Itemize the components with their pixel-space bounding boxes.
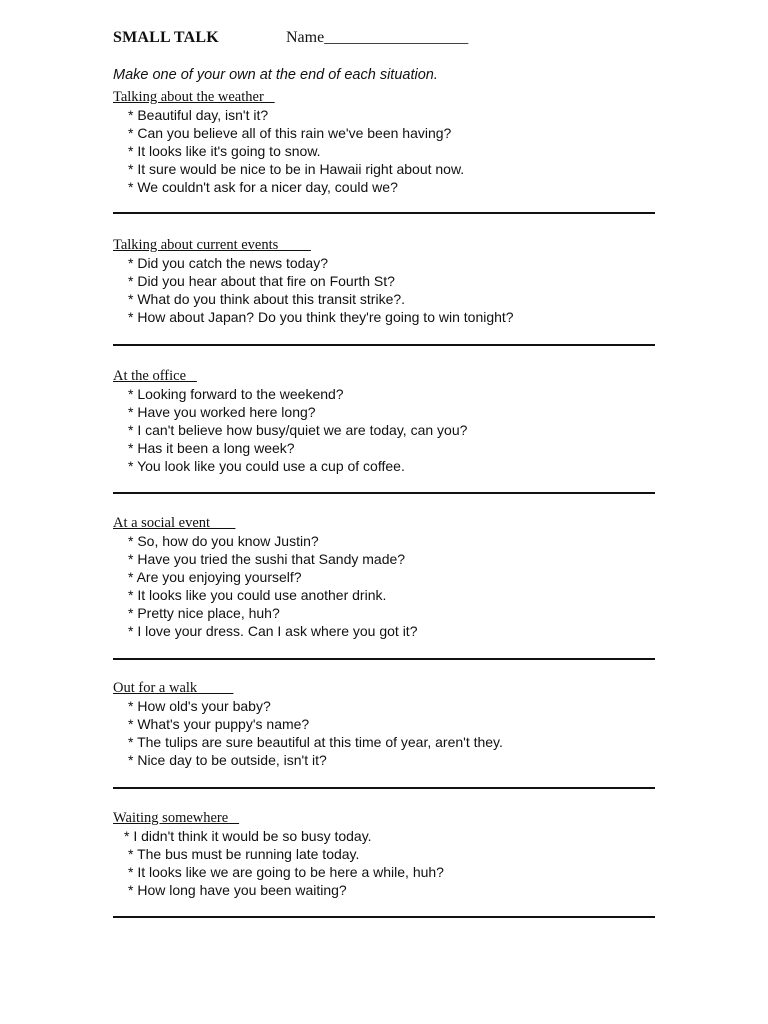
list-item: * How old's your baby? — [128, 698, 271, 714]
list-item: * Have you worked here long? — [128, 404, 316, 420]
list-item: * How about Japan? Do you think they're going to win tonight? — [128, 309, 514, 325]
section-current-events — [113, 236, 658, 326]
list-item: * It looks like you could use another drink. — [128, 587, 387, 603]
name-field-label: Name__________________ — [286, 29, 469, 46]
list-item: * Nice day to be outside, isn't it? — [128, 752, 327, 768]
list-item: * Did you catch the news today? — [128, 255, 329, 271]
section-office — [113, 367, 658, 475]
list-item: * Did you hear about that fire on Fourth St? — [128, 273, 395, 289]
list-item: * Beautiful day, isn't it? — [128, 107, 269, 123]
list-item: * What's your puppy's name? — [128, 716, 310, 732]
list-item: * It looks like it's going to snow. — [128, 143, 321, 159]
list-item: * It looks like we are going to be here a while, huh? — [128, 864, 444, 880]
list-item: * It sure would be nice to be in Hawaii right about now. — [128, 161, 465, 177]
answer-line — [113, 492, 655, 494]
section-heading: At the office — [113, 368, 197, 384]
list-item: * Have you tried the sushi that Sandy made? — [128, 551, 406, 567]
section-heading: Talking about current events — [113, 237, 311, 253]
list-item: * Pretty nice place, huh? — [128, 605, 280, 621]
list-item: * We couldn't ask for a nicer day, could we? — [128, 179, 398, 195]
section-walk — [113, 679, 658, 769]
list-item: * Are you enjoying yourself? — [128, 569, 302, 585]
section-waiting — [113, 809, 658, 899]
list-item: * You look like you could use a cup of coffee. — [128, 458, 405, 474]
list-item: * Can you believe all of this rain we've been having? — [128, 125, 452, 141]
list-item: * What do you think about this transit strike?. — [128, 291, 406, 307]
answer-line — [113, 658, 655, 660]
answer-line — [113, 787, 655, 789]
answer-line — [113, 344, 655, 346]
answer-line — [113, 916, 655, 918]
list-item: * The bus must be running late today. — [128, 846, 360, 862]
answer-line — [113, 212, 655, 214]
list-item: * The tulips are sure beautiful at this time of year, aren't they. — [128, 734, 503, 750]
section-social-event — [113, 514, 658, 640]
section-heading: Talking about the weather — [113, 89, 275, 105]
section-heading: Waiting somewhere — [113, 810, 240, 826]
list-item: * Looking forward to the weekend? — [128, 386, 344, 402]
list-item: * So, how do you know Justin? — [128, 533, 319, 549]
section-heading: At a social event — [113, 515, 236, 531]
list-item: * I can't believe how busy/quiet we are today, can you? — [128, 422, 468, 438]
section-heading: Out for a walk — [113, 680, 234, 696]
page-title: SMALL TALK — [113, 29, 219, 46]
list-item: * I love your dress. Can I ask where you got it? — [128, 623, 418, 639]
list-item: * How long have you been waiting? — [128, 882, 347, 898]
list-item: * Has it been a long week? — [128, 440, 295, 456]
header — [113, 29, 673, 51]
section-weather — [113, 88, 658, 196]
instructions: Make one of your own at the end of each situation. — [113, 67, 438, 83]
list-item: * I didn't think it would be so busy today. — [124, 828, 372, 844]
